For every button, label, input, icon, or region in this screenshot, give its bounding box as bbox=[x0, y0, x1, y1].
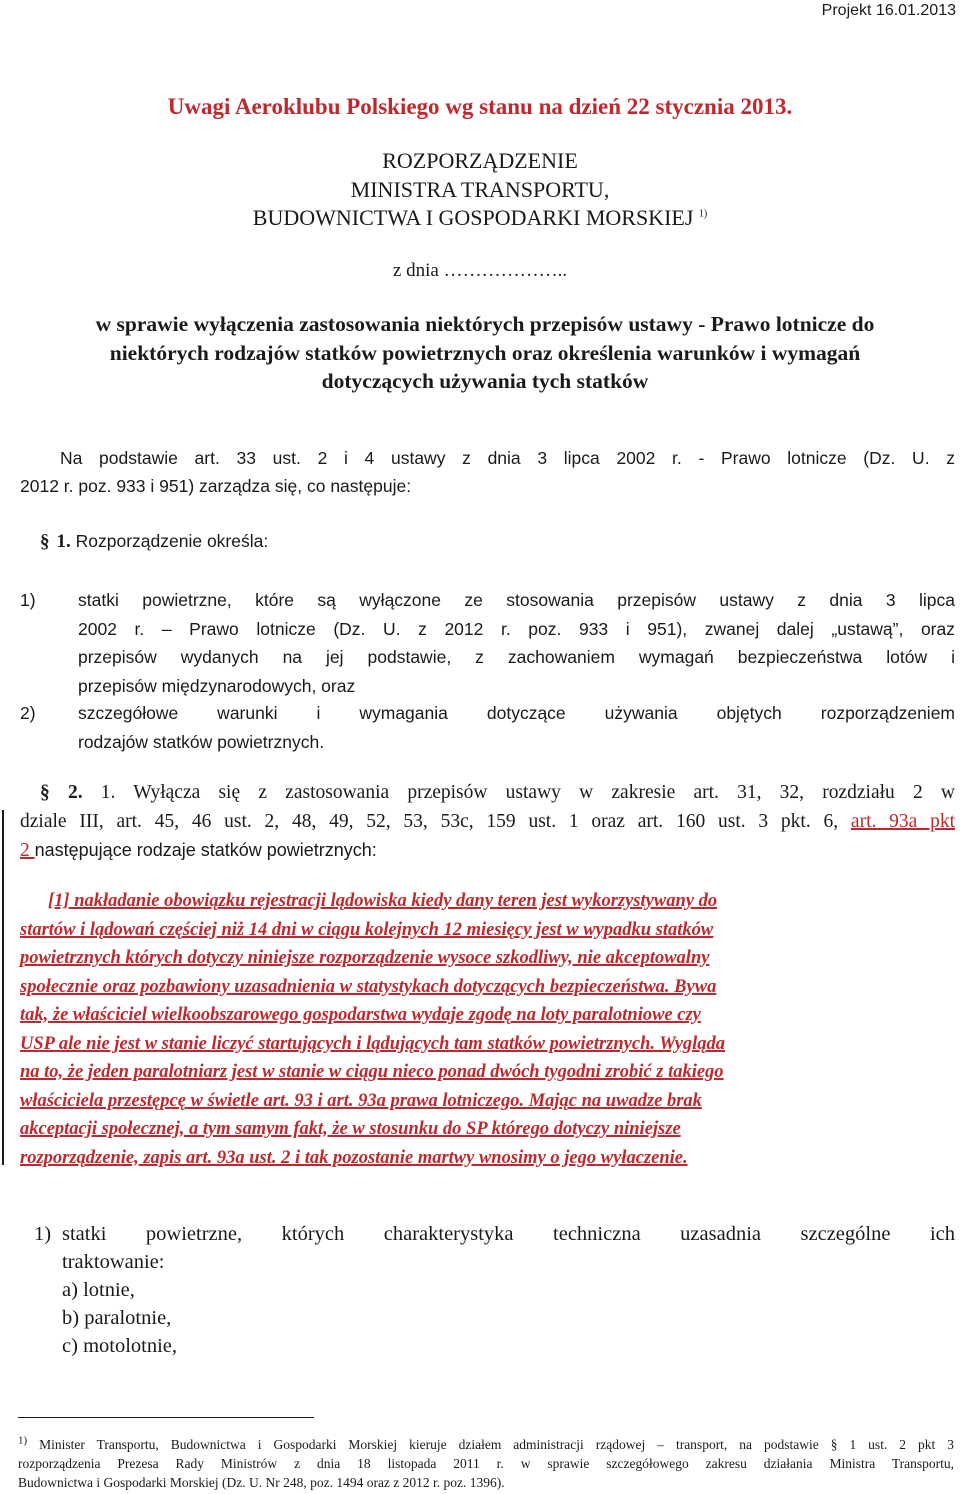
note-title: Uwagi Aeroklubu Polskiego wg stanu na dzień 22 stycznia 2013. bbox=[167, 94, 793, 119]
item-number: 2) bbox=[20, 703, 36, 723]
comment-line: właściciela przestępcę w świetle art. 93 i art. 93a prawa lotniczego. Mając na uwadze brak bbox=[20, 1090, 702, 1111]
subject-line: dotyczących używania tych statków bbox=[321, 369, 649, 393]
item-line: statki powietrzne, które są wyłączone ze stosowania przepisów ustawy z dnia 3 lipca bbox=[78, 590, 955, 610]
comment-line: tak, że właściciel wielkoobszarowego gospodarstwa wydaje zgodę na loty paralotniowe czy bbox=[20, 1005, 701, 1025]
preamble-cont: 2012 r. poz. 933 i 951) zarządza się, co następuje: bbox=[20, 476, 412, 496]
footnote-line bbox=[18, 1436, 954, 1454]
footnote-reference[interactable]: 1) bbox=[698, 208, 708, 220]
comment-anchor-link[interactable]: art. 93a pkt bbox=[850, 810, 956, 832]
subject-line: w sprawie wyłączenia zastosowania niektórych przepisów ustawy - Prawo lotnicze do bbox=[95, 312, 875, 336]
par2-number: 2. bbox=[67, 782, 83, 803]
sublist-item bbox=[62, 1304, 177, 1332]
act-issuer-text: BUDOWNICTWA I GOSPODARKI MORSKIEJ bbox=[252, 205, 694, 230]
sublist-letter: c) bbox=[62, 1335, 78, 1357]
sublist-text: motolotnie, bbox=[83, 1335, 178, 1357]
sublist-text: paralotnie, bbox=[84, 1307, 172, 1329]
item-line: rodzajów statków powietrznych. bbox=[78, 731, 325, 752]
item-line: 2002 r. – Prawo lotnicze (Dz. U. z 2012 r. poz. 933 i 951), zwanej dalej „ustawą”, oraz bbox=[78, 618, 955, 639]
par2-text: 1. Wyłącza się z zastosowania przepisów ustawy w zakresie art. 31, 32, rozdziału 2 w bbox=[100, 782, 956, 803]
comment-line: społecznie oraz pozbawiony uzasadnienia w statystykach dotyczących bezpieczeństwa. Bywa bbox=[20, 976, 717, 997]
footnote-marker: 1) bbox=[18, 1434, 28, 1447]
comment-line: [1] nakładanie obowiązku rejestracji lądowiska kiedy dany teren jest wykorzystywany do bbox=[48, 891, 718, 911]
list-number: 1) bbox=[34, 1223, 52, 1245]
par2-text: następujące rodzaje statków powietrznych: bbox=[34, 840, 377, 860]
sublist-letter: b) bbox=[62, 1307, 80, 1329]
sublist-letter: a) bbox=[62, 1279, 78, 1301]
comment-line: akceptacji społecznej, a tym samym fakt, że w stosunku do SP którego dotyczy niniejsze bbox=[20, 1119, 681, 1139]
par2-line bbox=[20, 779, 955, 808]
act-issuer-line1: MINISTRA TRANSPORTU, bbox=[350, 177, 610, 202]
comment-line: na to, że jeden paralotniarz jest w stanie w ciągu nieco ponad dwóch tygodni zrobić z takiego bbox=[20, 1062, 724, 1082]
par2-text: dziale III, art. 45, 46 ust. 2, 48, 49, 52, 53, 53c, 159 ust. 1 oraz art. 160 ust. 3 pkt. 6, bbox=[20, 810, 851, 832]
preamble bbox=[60, 444, 955, 473]
par1-heading bbox=[40, 527, 268, 557]
footnote-line: rozporządzenia Prezesa Rady Ministrów z dnia 18 listopada 2011 r. w sprawie szczegółowego zakresu działania Ministra Transportu, bbox=[18, 1456, 954, 1471]
item-number: 1) bbox=[20, 590, 36, 610]
preamble-line bbox=[60, 444, 955, 473]
comment-line: USP ale nie jest w stanie liczyć startujących i lądujących tam statków powietrznych. Wygląda bbox=[20, 1033, 726, 1054]
preamble-text: Na podstawie art. 33 ust. 2 i 4 ustawy z dnia 3 lipca 2002 r. - Prawo lotnicze (Dz. U. z bbox=[60, 448, 955, 468]
comment-anchor-link[interactable]: 2 bbox=[20, 840, 35, 861]
item-line: przepisów międzynarodowych, oraz bbox=[78, 675, 356, 696]
act-issuer-line2 bbox=[0, 205, 960, 231]
act-date: z dnia ……………….. bbox=[392, 260, 568, 281]
comment-line: startów i lądowań częściej niż 14 dni w ciągu kolejnych 12 miesięcy jest w wypadku statków bbox=[20, 919, 714, 940]
list-item1 bbox=[62, 1220, 955, 1276]
act-subject bbox=[60, 310, 910, 396]
comment-block[interactable] bbox=[20, 887, 955, 1172]
sublist-text: lotnie, bbox=[83, 1279, 135, 1301]
list-line: statki powietrzne, których charakterystyka techniczna uzasadnia szczególne ich bbox=[62, 1223, 955, 1245]
comment-line: rozporządzenie, zapis art. 93a ust. 2 i tak pozostanie martwy wnosimy o jego wyłaczenie. bbox=[20, 1147, 688, 1168]
footnote-text: Minister Transportu, Budownictwa i Gospodarki Morskiej kieruje działem administracji rządowej – transport, na podstawie § 1 ust. 2 pkt 3 bbox=[39, 1437, 955, 1452]
footnote-line: Budownictwa i Gospodarki Morskiej (Dz. U. Nr 248, poz. 1494 oraz z 2012 r. poz. 1396). bbox=[18, 1475, 505, 1490]
item-line: szczegółowe warunki i wymagania dotyczące używania objętych rozporządzeniem bbox=[78, 703, 955, 723]
list-line: traktowanie: bbox=[62, 1251, 165, 1273]
section-sign: § bbox=[40, 782, 50, 803]
par2-line bbox=[20, 836, 955, 866]
par1-intro: Rozporządzenie określa: bbox=[75, 531, 269, 551]
comment-margin-bar bbox=[2, 810, 4, 1165]
par2 bbox=[20, 779, 955, 866]
comment-line: powietrznych których dotyczy niniejsze rozporządzenie wysoce szkodliwy, nie akceptowalny bbox=[20, 948, 710, 968]
item-line: przepisów wydanych na jej podstawie, z zachowaniem wymagań bezpieczeństwa lotów i bbox=[78, 647, 955, 667]
section-sign: § bbox=[40, 531, 50, 552]
act-type: ROZPORZĄDZENIE bbox=[382, 148, 578, 173]
par2-line bbox=[20, 808, 955, 837]
par1-number: 1. bbox=[56, 531, 71, 552]
footnote-separator bbox=[18, 1417, 314, 1418]
sublist-item bbox=[62, 1276, 177, 1304]
sublist bbox=[62, 1276, 177, 1360]
project-stamp: Projekt 16.01.2013 bbox=[821, 2, 956, 19]
sublist-item bbox=[62, 1332, 177, 1360]
par1-item1 bbox=[78, 586, 955, 700]
subject-line: niektórych rodzajów statków powietrznych oraz określenia warunków i wymagań bbox=[109, 340, 861, 365]
par1-item2 bbox=[78, 699, 955, 756]
